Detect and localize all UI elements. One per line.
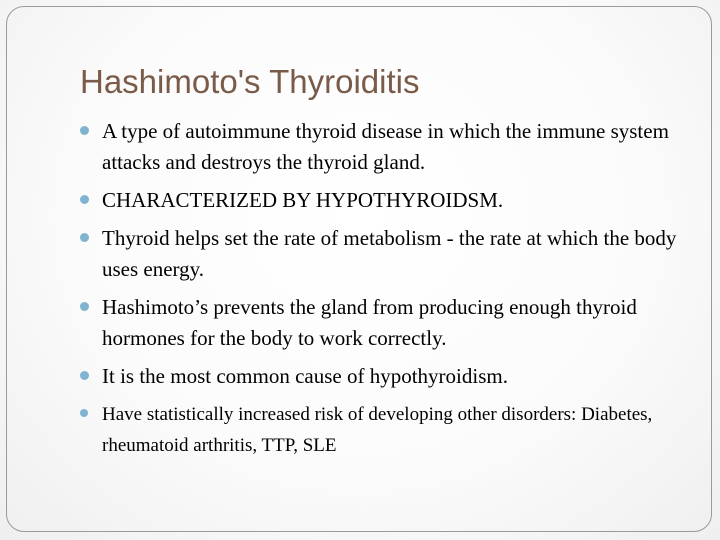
bullet-text: CHARACTERIZED BY HYPOTHYROIDSM. <box>102 188 504 212</box>
bullet-text: Thyroid helps set the rate of metabolism - the rate at which the body uses energy. <box>102 226 677 281</box>
bullet-item <box>80 292 680 354</box>
bullet-dot-icon <box>80 302 89 311</box>
bullet-dot-icon <box>80 233 89 242</box>
bullet-item <box>80 399 680 461</box>
bullet-dot-icon <box>80 371 89 380</box>
bullet-text: A type of autoimmune thyroid disease in which the immune system attacks and destroys the thyroid gland. <box>102 119 669 174</box>
bullet-text: It is the most common cause of hypothyroidism. <box>102 364 508 388</box>
bullet-item <box>80 185 680 216</box>
bullet-dot-icon <box>80 409 88 417</box>
slide-title: Hashimoto's Thyroiditis <box>80 63 420 100</box>
bullet-item <box>80 361 680 392</box>
bullet-item <box>80 223 680 285</box>
bullet-dot-icon <box>80 126 89 135</box>
bullet-item <box>80 116 680 178</box>
bullet-text: Hashimoto’s prevents the gland from producing enough thyroid hormones for the body to work correctly. <box>102 295 637 350</box>
bullet-text: Have statistically increased risk of developing other disorders: Diabetes, rheumatoid arthritis, TTP, SLE <box>102 404 653 456</box>
bullet-dot-icon <box>80 195 89 204</box>
bullet-list <box>80 116 680 468</box>
